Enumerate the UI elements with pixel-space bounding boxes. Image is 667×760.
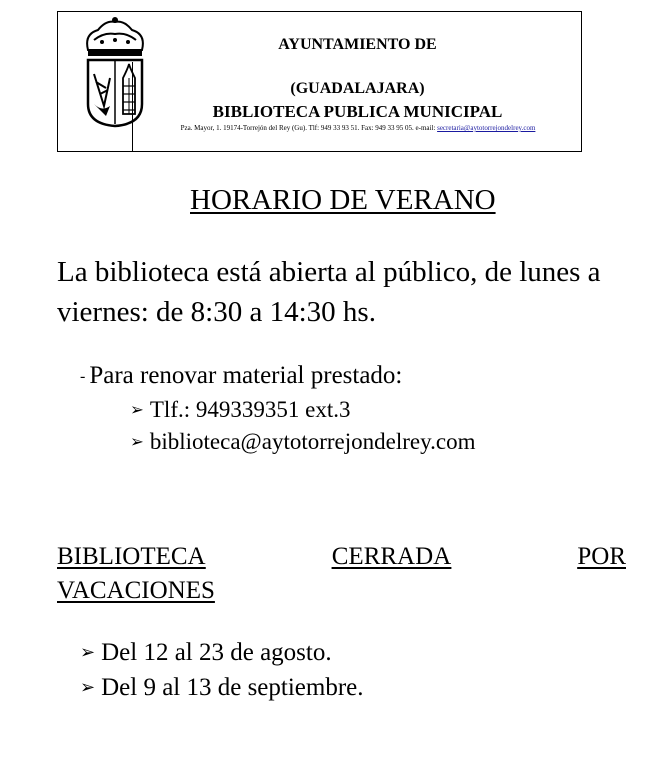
phone-text: Tlf.: 949339351 ext.3 [149,397,351,422]
renew-label: Para renovar material prestado: [89,362,403,389]
closed-word: POR [577,543,626,570]
letterhead-divider [132,62,133,152]
page-title: HORARIO DE VERANO [190,184,496,216]
list-item [80,674,364,702]
library-email[interactable]: biblioteca@aytotorrejondelrey.com [149,429,476,454]
closed-word: BIBLIOTECA [57,543,206,570]
arrowhead-bullet-icon: ➢ [130,400,144,420]
arrowhead-bullet-icon: ➢ [130,432,144,452]
closed-heading-line-1 [57,540,626,574]
letterhead-address [134,124,582,132]
letterhead-line-2: (GUADALAJARA) [290,80,425,97]
arrowhead-bullet-icon: ➢ [80,676,96,697]
letterhead-line-1: AYUNTAMIENTO DE [278,36,437,53]
letterhead-line-3: BIBLIOTECA PUBLICA MUNICIPAL [212,102,503,121]
list-item [130,429,475,455]
closed-heading-line-2: VACACIONES [57,577,215,604]
address-text: Pza. Mayor, 1. 19174-Torrejón del Rey (Gu). Tlf: 949 33 93 51. Fax: 949 33 95 05. e-mail: [180,124,438,132]
closed-period: Del 9 al 13 de septiembre. [101,674,364,701]
opening-hours-text: La biblioteca está abierta al público, de lunes a viernes: de 8:30 a 14:30 hs. [57,256,601,328]
letterhead [57,11,582,152]
arrowhead-bullet-icon: ➢ [80,641,96,662]
dash-bullet: - [80,368,86,385]
renew-heading [80,362,402,390]
list-item [130,397,350,423]
closed-word: CERRADA [331,543,452,570]
closed-heading [57,540,626,608]
email-link[interactable]: secretaria@aytotorrejondelrey.com [437,124,536,132]
list-item [80,639,332,667]
closed-period: Del 12 al 23 de agosto. [101,639,332,666]
